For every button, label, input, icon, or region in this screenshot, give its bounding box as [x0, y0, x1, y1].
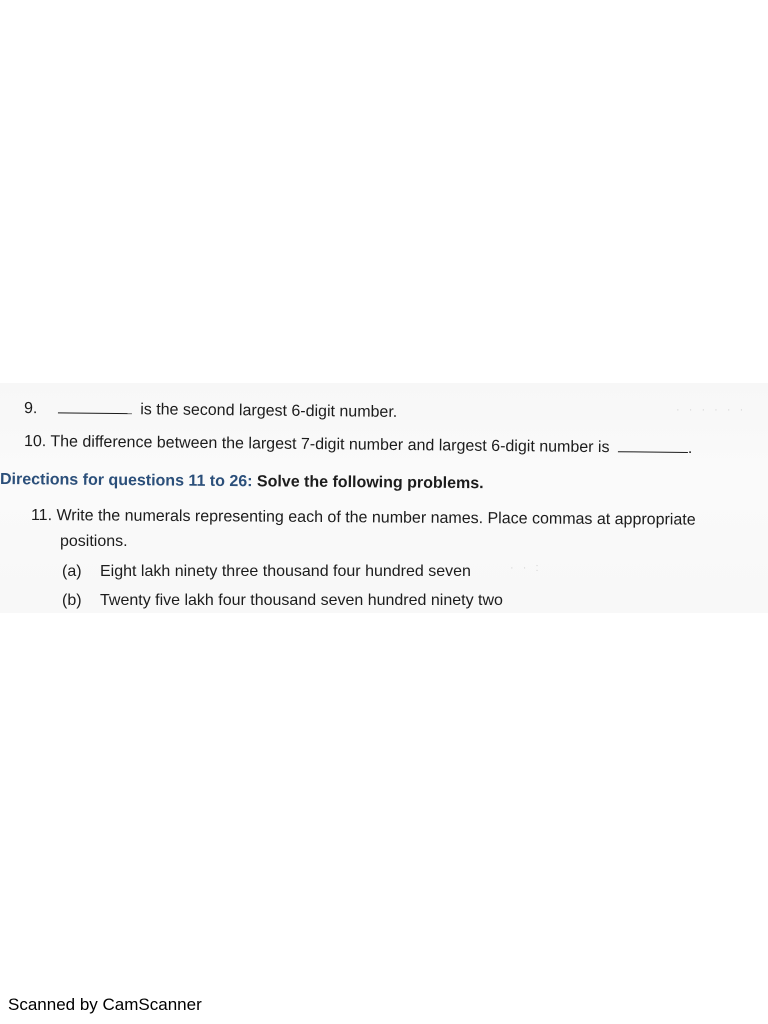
directions-heading — [0, 470, 484, 494]
part-label: (a) — [62, 563, 82, 580]
part-label: (b) — [62, 592, 82, 609]
question-suffix: . — [687, 439, 693, 457]
directions-label: Directions for questions 11 to 26: — [0, 471, 253, 491]
answer-blank — [618, 437, 688, 453]
question-text: 10. The difference between the largest 7-digit number and largest 6-digit number is — [23, 433, 610, 457]
question-11: 11. Write the numerals representing each of the number names. Place commas at appropriate — [30, 507, 696, 529]
scanner-watermark: Scanned by CamScanner — [8, 995, 202, 1014]
question-11-continuation: positions. — [60, 533, 128, 550]
scan-smudge: · · · · · · — [676, 404, 747, 416]
question-11-part-b — [62, 591, 503, 611]
part-text: Eight lakh ninety three thousand four hundred seven — [100, 563, 471, 580]
question-text: is the second largest 6-digit number. — [140, 401, 398, 421]
question-number: 9. — [23, 400, 38, 418]
scan-smudge: · · : — [510, 562, 542, 574]
answer-blank — [58, 398, 132, 414]
question-9 — [24, 398, 397, 423]
part-text: Twenty five lakh four thousand seven hundred ninety two — [100, 592, 503, 609]
directions-text: Solve the following problems. — [252, 473, 484, 493]
question-11-part-a — [62, 562, 471, 582]
